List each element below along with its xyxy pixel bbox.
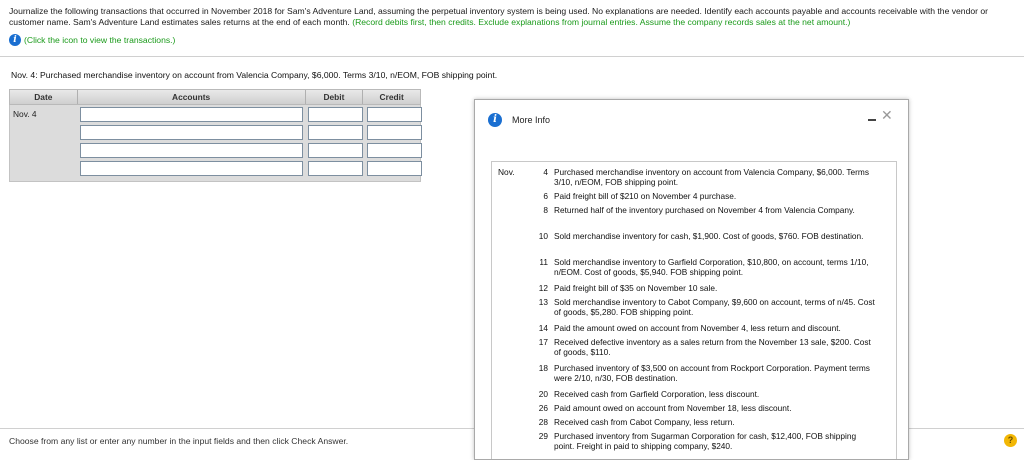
transaction-text: Purchased merchandise inventory on account from Valencia Company, $6,000. Terms 3/10, n/EOM, FOB shipping point. (554, 167, 869, 187)
month-label: Nov. (498, 167, 515, 177)
transaction-text: Received cash from Cabot Company, less return. (554, 417, 735, 427)
date-header: Date (10, 90, 78, 104)
account-input[interactable] (80, 125, 303, 140)
transaction-day: 18 (538, 363, 548, 373)
view-transactions-label[interactable]: (Click the icon to view the transactions.) (24, 35, 176, 45)
instructions-note: (Record debits first, then credits. Exclude explanations from journal entries. Assume the company records sales at the net amount.) (352, 17, 851, 27)
transaction-day: 12 (538, 283, 548, 293)
close-icon[interactable]: ✕ (881, 107, 893, 123)
info-icon[interactable]: i (9, 34, 21, 46)
transaction-day: 4 (543, 167, 548, 177)
credit-header: Credit (379, 92, 404, 102)
transaction-item (526, 417, 876, 427)
transaction-item (526, 297, 876, 317)
debit-input[interactable] (308, 143, 363, 158)
transaction-day: 26 (538, 403, 548, 413)
view-transactions-link[interactable] (9, 34, 175, 46)
transaction-day: 10 (538, 231, 548, 241)
account-input[interactable] (80, 107, 303, 122)
transaction-item (526, 191, 876, 201)
transaction-item (526, 337, 876, 357)
transaction-item (526, 167, 876, 187)
transaction-text: Returned half of the inventory purchased on November 4 from Valencia Company. (554, 205, 855, 215)
transaction-day: 13 (538, 297, 548, 307)
dialog-header (488, 113, 550, 127)
transaction-item (526, 205, 876, 215)
transaction-text: Received defective inventory as a sales return from the November 13 sale, $200. Cost of goods, $110. (554, 337, 871, 357)
transaction-item (526, 257, 876, 277)
journal-table-header (9, 89, 421, 105)
transaction-day: 6 (543, 191, 548, 201)
entry-date: Nov. 4 (13, 109, 37, 119)
transaction-day: 29 (538, 431, 548, 441)
transaction-prompt: Nov. 4: Purchased merchandise inventory on account from Valencia Company, $6,000. Terms 3/10, n/EOM, FOB shipping point. (11, 70, 498, 80)
transaction-item (526, 389, 876, 399)
debit-input[interactable] (308, 161, 363, 176)
footer-instruction: Choose from any list or enter any number in the input fields and then click Check Answer. (9, 436, 349, 446)
transaction-text: Received cash from Garfield Corporation, less discount. (554, 389, 760, 399)
transaction-day: 17 (538, 337, 548, 347)
transaction-item (526, 403, 876, 413)
debit-input[interactable] (308, 107, 363, 122)
instructions-text: Journalize the following transactions that occurred in November 2018 for Sam's Adventure Land, assuming the perpetual inventory system is being used. No explanations are needed. Identify each accounts payable and accounts receivable with the vendor or customer name. Sam's Adventure Land estimates sales returns at the end of each month. (9, 6, 989, 27)
debit-header: Debit (306, 90, 364, 104)
credit-input[interactable] (367, 161, 422, 176)
transaction-text: Purchased inventory of $3,500 on account from Rockport Corporation. Payment terms were 2/10, n/30, FOB destination. (554, 363, 870, 383)
debit-input[interactable] (308, 125, 363, 140)
transaction-item (526, 431, 876, 451)
credit-input[interactable] (367, 125, 422, 140)
account-input[interactable] (80, 143, 303, 158)
transaction-text: Paid freight bill of $210 on November 4 purchase. (554, 191, 737, 201)
transaction-item (526, 323, 876, 333)
transaction-day: 11 (539, 257, 548, 267)
transaction-text: Paid amount owed on account from November 18, less discount. (554, 403, 792, 413)
info-icon: i (488, 113, 502, 127)
transaction-item (526, 363, 876, 383)
accounts-header: Accounts (78, 90, 306, 104)
transaction-day: 8 (543, 205, 548, 215)
transaction-text: Sold merchandise inventory for cash, $1,900. Cost of goods, $760. FOB destination. (554, 231, 864, 241)
transaction-text: Sold merchandise inventory to Garfield Corporation, $10,800, on account, terms 1/10, n/EOM. Cost of goods, $5,940. FOB shipping point. (554, 257, 869, 277)
transaction-item (526, 231, 876, 241)
divider (0, 56, 1024, 57)
help-icon[interactable]: ? (1004, 434, 1017, 447)
journal-table-body (9, 105, 421, 182)
transaction-text: Purchased inventory from Sugarman Corporation for cash, $12,400, FOB shipping point. Freight in paid to shipping company, $240. (554, 431, 857, 451)
credit-input[interactable] (367, 143, 422, 158)
transaction-item (526, 283, 876, 293)
transactions-list (491, 161, 897, 460)
more-info-dialog (474, 99, 909, 460)
instructions (9, 6, 1014, 28)
credit-input[interactable] (367, 107, 422, 122)
transaction-day: 14 (538, 323, 548, 333)
dialog-title: More Info (512, 115, 551, 125)
transaction-day: 28 (538, 417, 548, 427)
transaction-text: Paid freight bill of $35 on November 10 sale. (554, 283, 718, 293)
minimize-icon[interactable] (868, 119, 876, 121)
account-input[interactable] (80, 161, 303, 176)
journal-entry-table (9, 89, 421, 182)
transaction-text: Sold merchandise inventory to Cabot Company, $9,600 on account, terms of n/45. Cost of goods, $5,280. FOB shipping point. (554, 297, 875, 317)
transaction-day: 20 (538, 389, 548, 399)
transaction-text: Paid the amount owed on account from November 4, less return and discount. (554, 323, 841, 333)
